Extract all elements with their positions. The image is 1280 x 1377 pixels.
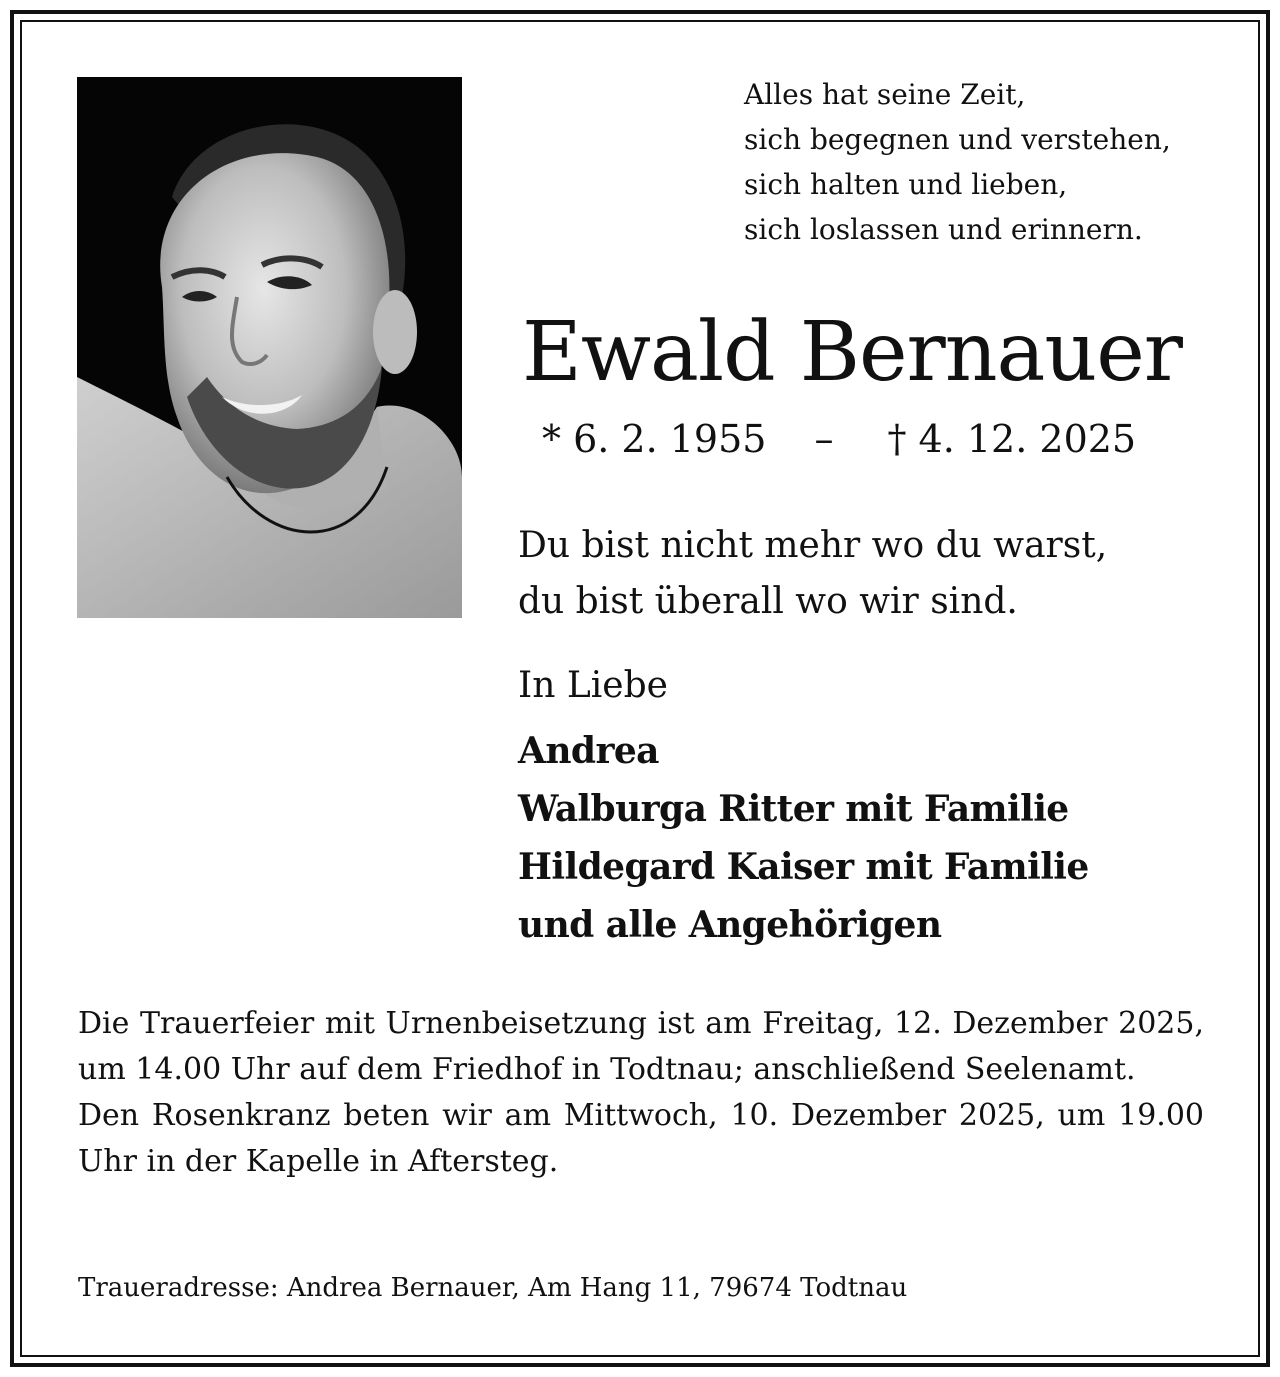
- poem-line: sich begegnen und verstehen,: [744, 123, 1171, 156]
- in-love-label: In Liebe: [518, 665, 668, 706]
- mourning-address: Traueradresse: Andrea Bernauer, Am Hang 11, 79674 Todtnau: [78, 1273, 908, 1303]
- mourner: Andrea: [518, 730, 659, 772]
- poem-line: sich loslassen und erinnern.: [744, 213, 1143, 246]
- portrait-photo: [77, 77, 462, 618]
- memorial-quote: [518, 518, 1107, 630]
- service-info: [78, 1001, 1204, 1185]
- mourners-list: [518, 722, 1089, 954]
- quote-line: du bist überall wo wir sind.: [518, 581, 1018, 622]
- portrait-illustration: [77, 77, 462, 618]
- mourner: Walburga Ritter mit Familie: [518, 788, 1069, 830]
- poem-line: Alles hat seine Zeit,: [744, 78, 1026, 111]
- birth-date: * 6. 2. 1955: [542, 417, 767, 461]
- poem-line: sich halten und lieben,: [744, 168, 1068, 201]
- life-dates: [542, 414, 1136, 464]
- date-separator: –: [814, 417, 834, 461]
- poem: [744, 72, 1171, 252]
- deceased-name: Ewald Bernauer: [522, 305, 1182, 400]
- death-date: † 4. 12. 2025: [887, 417, 1137, 461]
- quote-line: Du bist nicht mehr wo du warst,: [518, 525, 1108, 566]
- rosary-info: Den Rosenkranz beten wir am Mittwoch, 10. Dezember 2025, um 19.00 Uhr in der Kapelle in Aftersteg.: [78, 1098, 1204, 1179]
- mourner: Hildegard Kaiser mit Familie: [518, 846, 1089, 888]
- funeral-info: Die Trauerfeier mit Urnenbeisetzung ist am Freitag, 12. Dezember 2025, um 14.00 Uhr auf dem Friedhof in Todtnau; anschließend Seelenamt.: [78, 1006, 1204, 1087]
- mourner: und alle Angehörigen: [518, 904, 942, 946]
